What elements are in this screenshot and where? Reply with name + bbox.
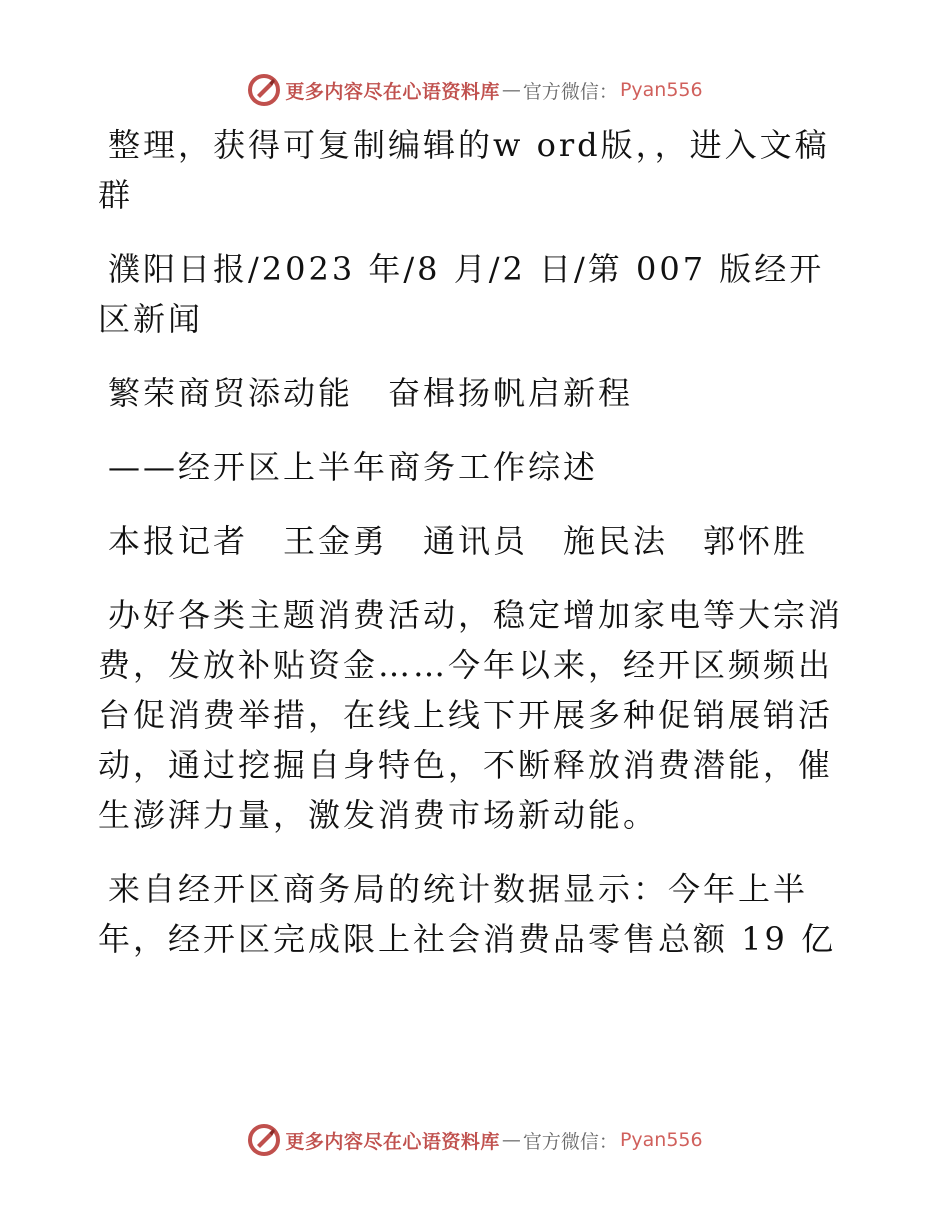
byline: 本报记者 王金勇 通讯员 施民法 郭怀胜 <box>108 522 809 560</box>
wechat-id: Pyan556 <box>619 1129 703 1151</box>
document-body <box>98 120 858 988</box>
watermark-text: 更多内容尽在心语资料库 <box>285 80 500 103</box>
wechat-label: 官方微信： <box>522 1130 618 1153</box>
header-watermark <box>0 70 950 110</box>
body-paragraph: 来自经开区商务局的统计数据显示：今年上半年，经开区完成限上社会消费品零售总额 19 亿 <box>98 870 837 958</box>
wechat-label: 官方微信： <box>522 80 618 103</box>
watermark-separator: — <box>501 79 521 101</box>
wechat-id: Pyan556 <box>619 79 703 101</box>
article-title: 繁荣商贸添动能 奋楫扬帆启新程 <box>108 374 634 412</box>
watermark-text: 更多内容尽在心语资料库 <box>285 1130 500 1153</box>
brand-logo-icon <box>247 73 281 107</box>
brand-logo-icon <box>247 1123 281 1157</box>
footer-watermark <box>0 1120 950 1160</box>
watermark-separator: — <box>501 1129 521 1151</box>
source-line: 濮阳日报/2023 年/8 月/2 日/第 007 版经开区新闻 <box>98 250 825 338</box>
article-subtitle: ——经开区上半年商务工作综述 <box>108 448 599 486</box>
intro-note: 整理，获得可复制编辑的w ord版，，进入文稿群 <box>98 126 830 214</box>
body-paragraph: 办好各类主题消费活动，稳定增加家电等大宗消费，发放补贴资金……今年以来，经开区频频出台促消费举措，在线上线下开展多种促销展销活动，通过挖掘自身特色，不断释放消费潜能，催生澎湃力量，激发消费市场新动能。 <box>98 596 844 834</box>
